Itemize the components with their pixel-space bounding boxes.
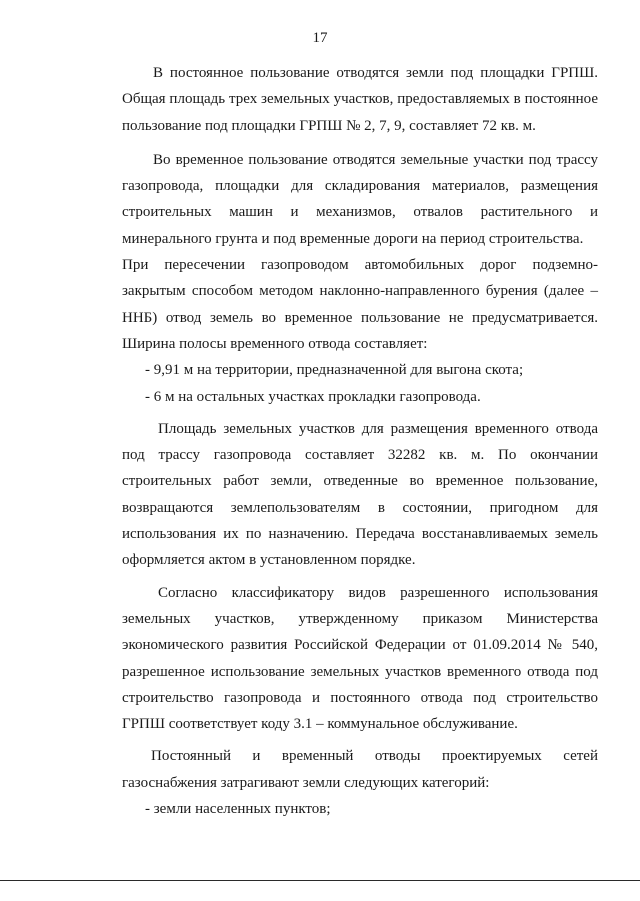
list-item-livestock-strip: - 9,91 м на территории, предназначенной для выгона скота;: [145, 362, 524, 379]
paragraph-temporary-use: Во временное пользование отводятся земельные участки под трассу газопровода, площадки для складирования материалов, размещения строительных машин и механизмов, отвалов растительного и минерального грунта и под временные дороги на период строительства.: [122, 151, 598, 247]
list-item-settlement-lands: - земли населенных пунктов;: [145, 801, 331, 818]
paragraph-land-categories: Постоянный и временный отводы проектируемых сетей газоснабжения затрагивают земли следующих категорий:: [122, 748, 598, 791]
paragraph-classifier: Согласно классификатору видов разрешенного использования земельных участков, утвержденному приказом Министерства экономического развития Российской Федерации от 01.09.2014 № 540, разрешенное использование земельных участков временного отвода под строительство газопровода и постоянного отвода под строительство ГРПШ соответствует коду 3.1 – коммунальное обслуживание.: [122, 584, 598, 733]
paragraph-temporary-area: Площадь земельных участков для размещения временного отвода под трассу газопровода составляет 32282 кв. м. По окончании строительных работ земли, отведенные во временное пользование, возвращаются землепользователям в состоянии, пригодном для использования их по назначению. Передача восстанавливаемых земель оформляется актом в установленном порядке.: [122, 420, 598, 569]
page-number: 17: [312, 30, 328, 46]
paragraph-hdd-crossing: При пересечении газопроводом автомобильных дорог подземно-закрытым способом методом наклонно-направленного бурения (далее – ННБ) отвод земель во временное пользование не предусматривается. Ширина полосы временного отвода составляет:: [122, 257, 598, 352]
page-body: [122, 60, 598, 822]
paragraph-permanent-use: В постоянное пользование отводятся земли под площадки ГРПШ. Общая площадь трех земельных участков, предоставляемых в постоянное пользование под площадки ГРПШ № 2, 7, 9, составляет 72 кв. м.: [122, 65, 598, 134]
list-item-other-sections: - 6 м на остальных участках прокладки газопровода.: [145, 388, 481, 405]
scan-edge-line: [0, 880, 640, 881]
